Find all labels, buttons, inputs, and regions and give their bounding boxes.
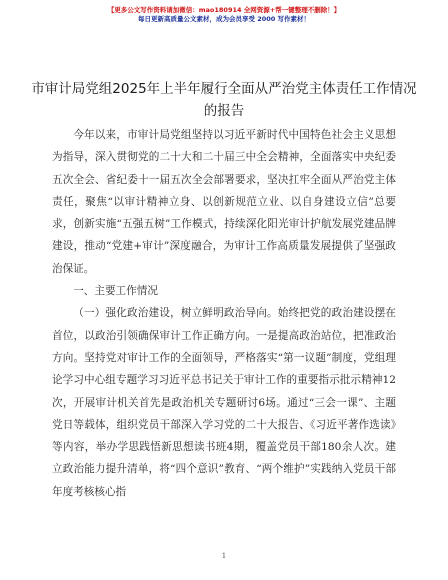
body-paragraph: （一）强化政治建设，树立鲜明政治导向。始终把党的政治建设摆在首位，以政治引领确保审计工作正确方向。一是提高政治站位，把准政治方向。坚持党对审计工作的全面领导，严格落实“第一议题”制度，党组理论学习中心组专题学习习近平总书记关于审计工作的重要指示批示精神12次，开展审计机关首先是政治机关专题研讨6场。通过“三会一课”、主题党日等载体，组织党员干部深入学习党的二十大报告、《习近平著作选读》等内容，举办学思践悟新思想读书班4期，覆盖党员干部180余人次。建立政治能力提升清单，将“四个意识”教育、“两个维护”实践纳入党员干部年度考核核心指: [52, 307, 396, 498]
document-body: [52, 124, 396, 503]
promo-banner-line-1: 【更多公文写作资料请加微信：mao180914 全网资源+帮一键整理不删除！】: [107, 6, 341, 14]
section-heading: 一、主要工作情况: [73, 285, 158, 298]
promo-banner-line-2: 每日更新高质量公文素材，成为会员享受 2000 写作素材！: [137, 15, 311, 23]
document-title: 市审计局党组2025年上半年履行全面从严治党主体责任工作情况的报告: [31, 81, 417, 119]
intro-paragraph: 今年以来，市审计局党组坚持以习近平新时代中国特色社会主义思想为指导，深入贯彻党的二十大和二十届三中全会精神，全面落实中央纪委五次全会、省纪委十一届五次全会部署要求，坚决扛牢全面从严治党主体责任，聚焦“以审计精神立身、以创新规范立业、以自身建设立信”总要求，创新实施“五强五树”工作模式，持续深化阳光审计护航发展党建品牌建设，推动“党建+审计”深度融合，为审计工作高质量发展提供了坚强政治保证。: [52, 129, 396, 275]
promo-banner: [0, 6, 448, 24]
page-number: 1: [221, 552, 227, 560]
